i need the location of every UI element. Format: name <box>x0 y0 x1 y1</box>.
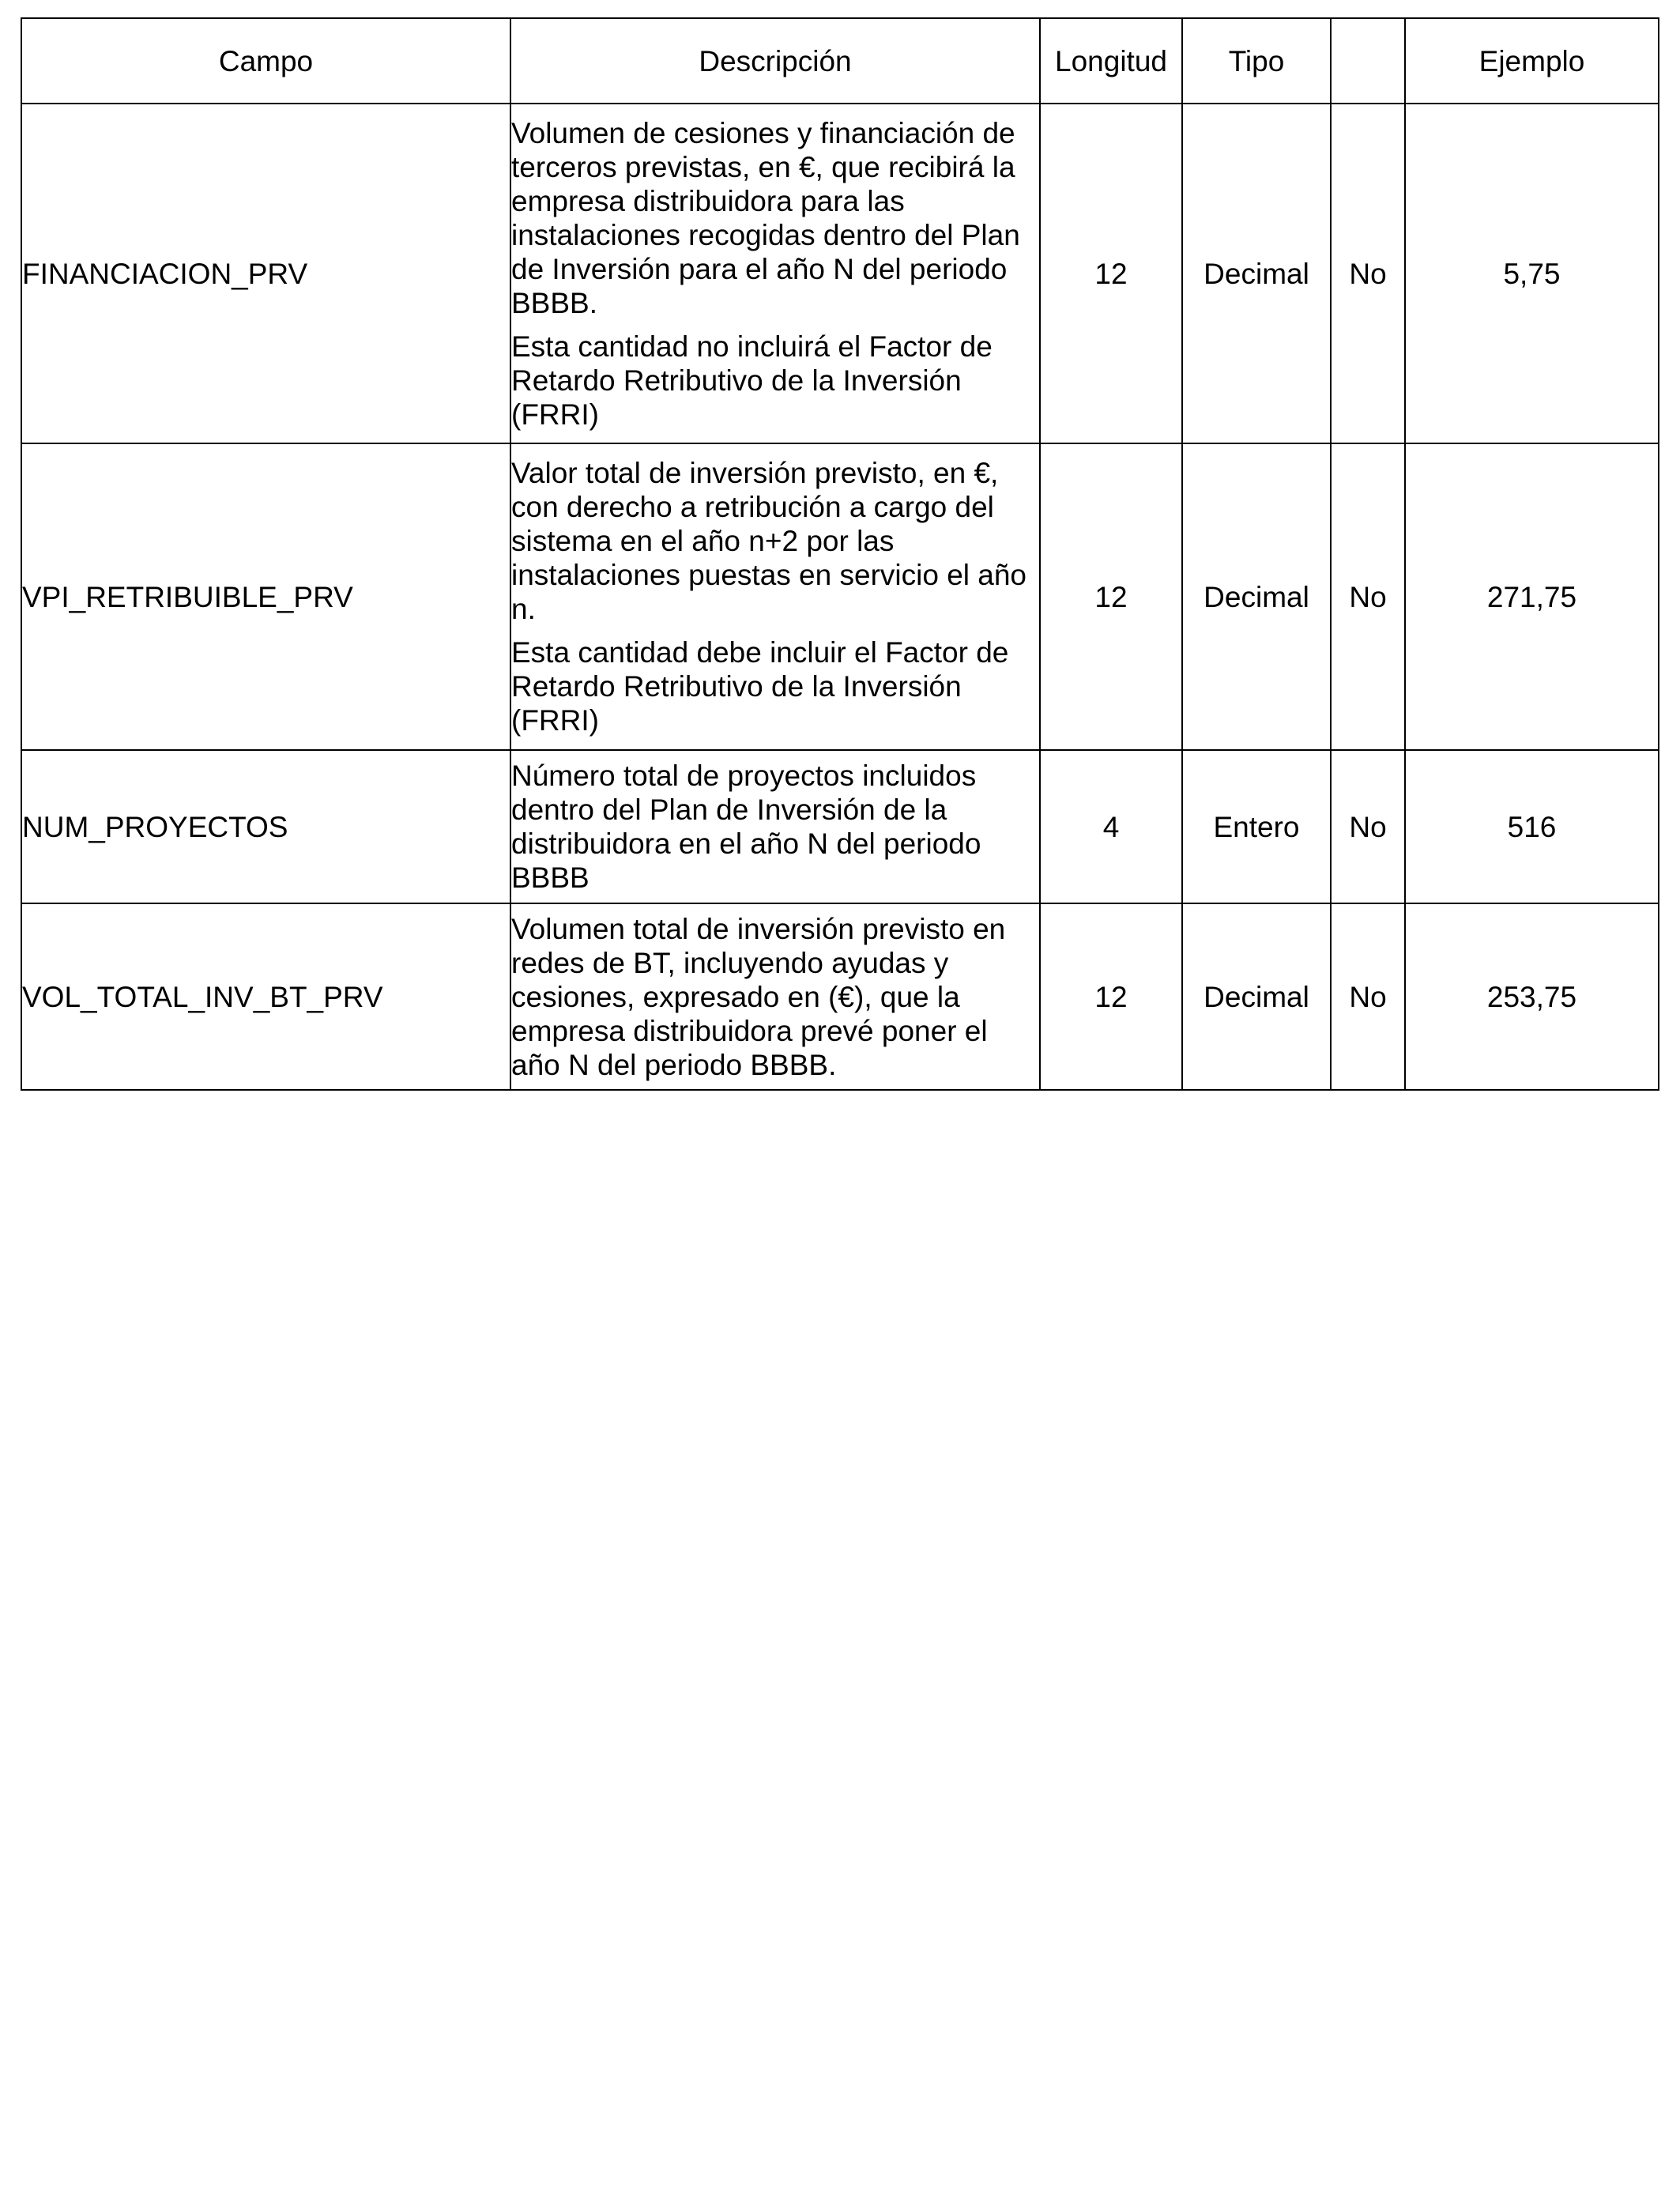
cell-obligatorio: No <box>1331 903 1405 1090</box>
cell-obligatorio: No <box>1331 104 1405 443</box>
cell-campo: VPI_RETRIBUIBLE_PRV <box>21 443 510 750</box>
header-blank <box>1331 18 1405 104</box>
description-paragraph: Esta cantidad no incluirá el Factor de Retardo Retributivo de la Inversión (FRRI) <box>511 330 993 431</box>
header-ejemplo: Ejemplo <box>1405 18 1659 104</box>
cell-descripcion <box>510 104 1040 443</box>
table-row <box>21 750 1659 903</box>
cell-descripcion <box>510 903 1040 1090</box>
cell-tipo: Decimal <box>1182 903 1331 1090</box>
description-paragraph: Número total de proyectos incluidos dentro del Plan de Inversión de la distribuidora en el año N del periodo BBBB <box>511 760 981 894</box>
cell-tipo: Decimal <box>1182 104 1331 443</box>
table-row <box>21 443 1659 750</box>
cell-campo: VOL_TOTAL_INV_BT_PRV <box>21 903 510 1090</box>
header-campo: Campo <box>21 18 510 104</box>
cell-obligatorio: No <box>1331 750 1405 903</box>
cell-campo: FINANCIACION_PRV <box>21 104 510 443</box>
cell-longitud: 12 <box>1040 443 1182 750</box>
header-tipo: Tipo <box>1182 18 1331 104</box>
cell-campo: NUM_PROYECTOS <box>21 750 510 903</box>
description-paragraph: Volumen total de inversión previsto en redes de BT, incluyendo ayudas y cesiones, expresado en (€), que la empresa distribuidora prevé poner el año N del periodo BBBB. <box>511 912 1006 1081</box>
cell-ejemplo: 516 <box>1405 750 1659 903</box>
cell-descripcion <box>510 750 1040 903</box>
header-longitud: Longitud <box>1040 18 1182 104</box>
cell-ejemplo: 271,75 <box>1405 443 1659 750</box>
field-spec-table <box>21 17 1659 1091</box>
header-descripcion: Descripción <box>510 18 1040 104</box>
cell-tipo: Decimal <box>1182 443 1331 750</box>
cell-longitud: 4 <box>1040 750 1182 903</box>
table-row <box>21 903 1659 1090</box>
cell-ejemplo: 5,75 <box>1405 104 1659 443</box>
description-paragraph: Valor total de inversión previsto, en €, con derecho a retribución a cargo del sistema en el año n+2 por las instalaciones puestas en servicio el año n. <box>511 457 1026 625</box>
description-paragraph: Esta cantidad debe incluir el Factor de Retardo Retributivo de la Inversión (FRRI) <box>511 636 1009 737</box>
cell-longitud: 12 <box>1040 104 1182 443</box>
cell-longitud: 12 <box>1040 903 1182 1090</box>
table-header-row <box>21 18 1659 104</box>
description-paragraph: Volumen de cesiones y financiación de terceros previstas, en €, que recibirá la empresa distribuidora para las instalaciones recogidas dentro del Plan de Inversión para el año N del periodo BBBB. <box>511 116 1020 319</box>
cell-obligatorio: No <box>1331 443 1405 750</box>
cell-tipo: Entero <box>1182 750 1331 903</box>
cell-ejemplo: 253,75 <box>1405 903 1659 1090</box>
cell-descripcion <box>510 443 1040 750</box>
table-row <box>21 104 1659 443</box>
